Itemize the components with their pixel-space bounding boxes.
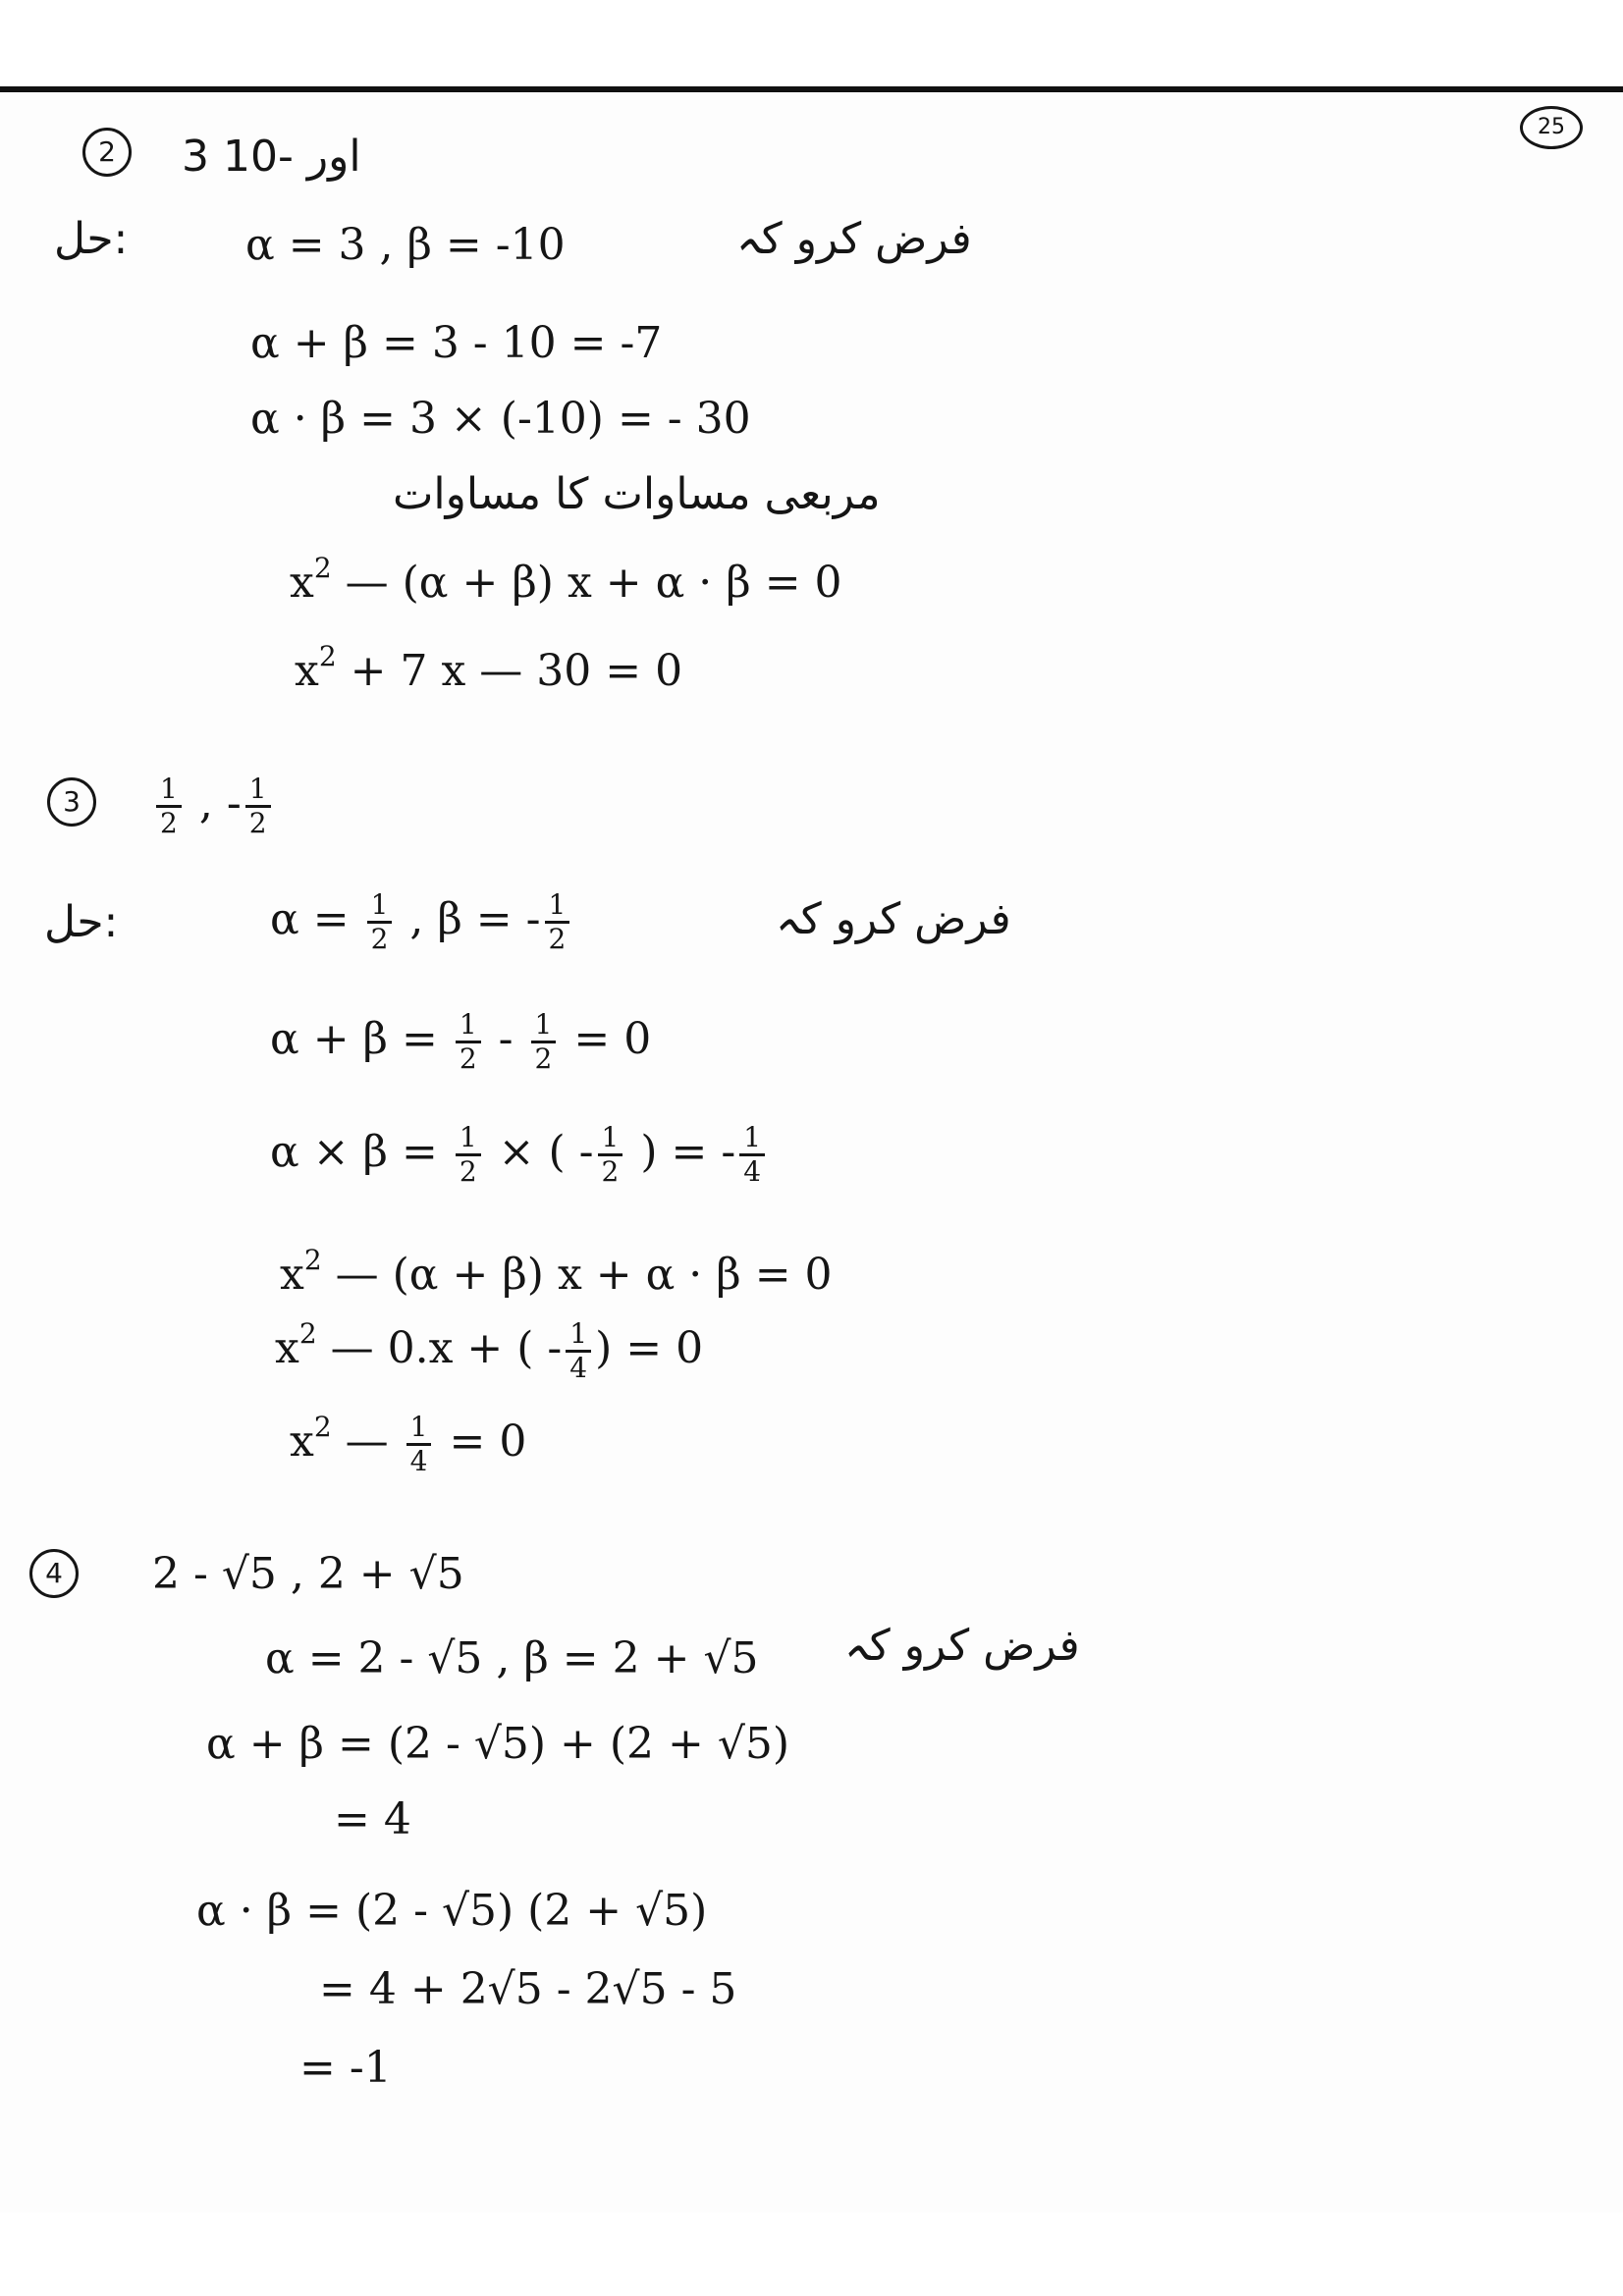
q4-product-line1: α · β = (2 - √5) (2 + √5) (196, 1886, 708, 1936)
q2-farz: فرض کرو کہ (736, 214, 972, 264)
q4-product-line2: = 4 + 2√5 - 2√5 - 5 (319, 1964, 737, 2014)
q4-product-line3: = -1 (299, 2043, 392, 2093)
q3-sum-pre: α + β = (270, 1014, 438, 1064)
q2-assign: α = 3 , β = -10 (245, 220, 566, 270)
q2-hal-label: :حل (54, 214, 129, 264)
q2-general-equation (290, 552, 842, 608)
q2-heading: مربعی مساوات کا مساوات (393, 469, 881, 519)
q3-root2-sign: - (226, 778, 242, 828)
q2-general-rest: — (α + β) x + α · β = 0 (345, 558, 842, 608)
q3-assign (270, 888, 573, 955)
q3-sub-exp: 2 (298, 1317, 317, 1350)
q3-prod-frac1: $\frac{1}{2}$ (456, 1124, 481, 1186)
q3-prod-result: $\frac{1}{4}$ (739, 1124, 765, 1186)
q3-final-rest-a: — (345, 1416, 389, 1467)
q3-sum-post: = 0 (573, 1014, 652, 1064)
q3-sub-x: x (275, 1323, 299, 1373)
q3-beta-frac: $\frac{1}{2}$ (545, 891, 570, 953)
question-number-3: 3 (47, 777, 96, 827)
q3-prod-pre: α × β = (270, 1127, 438, 1177)
q3-root2: $\frac{1}{2}$ (245, 775, 271, 837)
q2-general-exp: 2 (313, 552, 332, 584)
q3-general-exp: 2 (303, 1244, 322, 1276)
q3-prod-mid: × ( - (498, 1127, 594, 1177)
q3-substituted-equation (275, 1317, 704, 1384)
q3-alpha-pre: α = (270, 894, 363, 944)
q3-final-frac: $\frac{1}{4}$ (406, 1414, 432, 1475)
q4-sum-line2: = 4 (334, 1794, 411, 1844)
q3-hal-label: :حل (44, 897, 119, 947)
q3-general-rest: — (α + β) x + α · β = 0 (335, 1250, 833, 1300)
q3-prod-frac2: $\frac{1}{2}$ (598, 1124, 623, 1186)
q3-root-sep: , (198, 778, 213, 828)
q3-prod-mid2: ) = - (640, 1127, 736, 1177)
q4-roots: 2 - √5 , 2 + √5 (152, 1549, 464, 1599)
q2-roots: 3 اور -10 (182, 132, 361, 182)
q2-product: α · β = 3 × (-10) = - 30 (250, 394, 751, 444)
q3-general-x: x (280, 1250, 304, 1300)
q3-beta-pre: , β = - (409, 894, 541, 944)
q3-root1: $\frac{1}{2}$ (156, 775, 182, 837)
q3-final-exp: 2 (313, 1411, 332, 1443)
q3-sum-mid: - (498, 1014, 514, 1064)
q3-final-rest-b: = 0 (449, 1416, 527, 1467)
q3-final-equation (290, 1411, 527, 1477)
q3-general-equation (280, 1244, 833, 1300)
page-number: 25 (1520, 106, 1583, 149)
q3-sum (270, 1008, 652, 1075)
q2-final-exp: 2 (318, 640, 337, 672)
q3-sub-rest-a: — 0.x + ( - (330, 1323, 563, 1373)
q3-sub-rest-b: ) = 0 (595, 1323, 704, 1373)
q3-farz: فرض کرو کہ (776, 894, 1011, 944)
q4-sum-line1: α + β = (2 - √5) + (2 + √5) (206, 1719, 790, 1769)
q3-final-x: x (290, 1416, 314, 1467)
q4-farz: فرض کرو کہ (844, 1621, 1080, 1671)
q3-sum-frac1: $\frac{1}{2}$ (456, 1011, 481, 1073)
q3-sub-frac: $\frac{1}{4}$ (566, 1320, 591, 1382)
q2-final-rest: + 7 x — 30 = 0 (350, 646, 683, 696)
q2-final-x: x (295, 646, 319, 696)
q3-roots (152, 775, 275, 837)
q3-product (270, 1121, 769, 1188)
question-number-2: 2 (82, 128, 132, 177)
q2-general-x: x (290, 558, 314, 608)
q2-final-equation (295, 640, 683, 696)
q2-sum: α + β = 3 - 10 = -7 (250, 318, 663, 368)
q4-assign: α = 2 - √5 , β = 2 + √5 (265, 1633, 759, 1683)
q3-alpha-frac: $\frac{1}{2}$ (367, 891, 393, 953)
question-number-4: 4 (29, 1549, 79, 1598)
q3-sum-frac2: $\frac{1}{2}$ (531, 1011, 557, 1073)
